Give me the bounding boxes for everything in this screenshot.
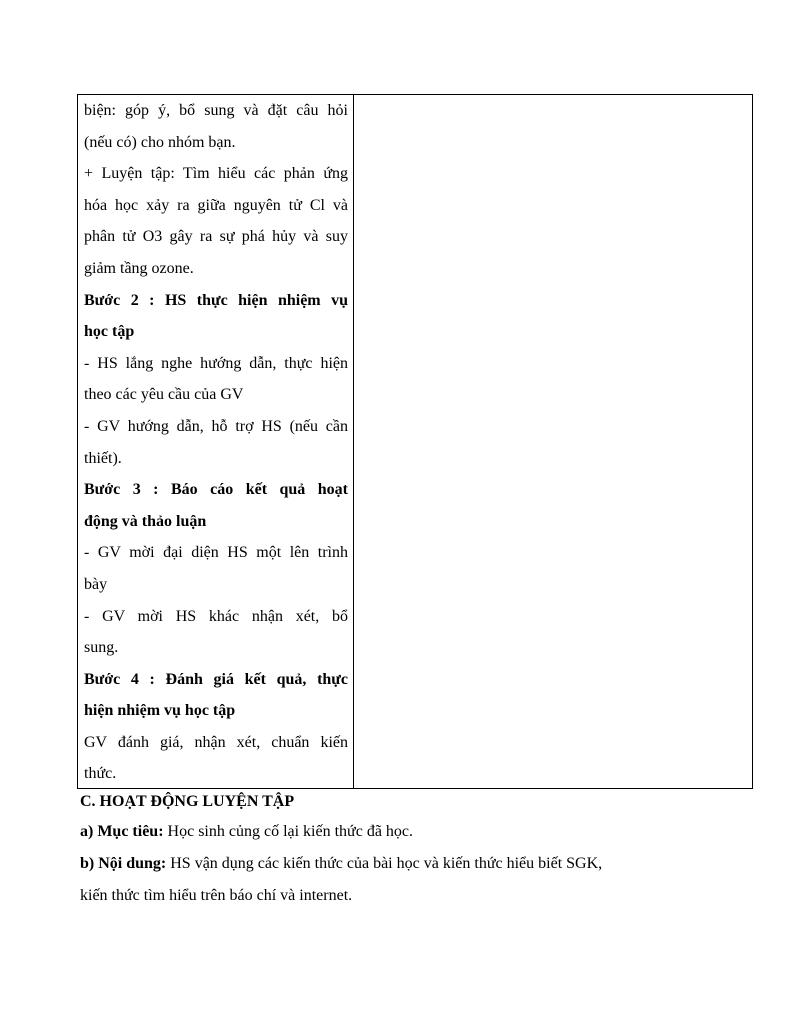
step-text-line: - HS lắng nghe hướng dẫn, thực hiện — [84, 354, 348, 372]
step-text-line: phân tử O3 gây ra sự phá hủy và suy — [84, 228, 348, 246]
step-heading-line: Bước 2 : HS thực hiện nhiệm vụ — [84, 291, 348, 309]
step-text-line: GV đánh giá, nhận xét, chuẩn kiến — [84, 733, 348, 751]
step-text-line: sung. — [84, 639, 119, 657]
step-text-line: - GV mời HS khác nhận xét, bổ — [84, 607, 348, 625]
content-label: b) Nội dung: — [80, 855, 167, 872]
step-heading-line: Bước 4 : Đánh giá kết quả, thực — [84, 670, 348, 688]
goal-label: a) Mục tiêu: — [80, 823, 164, 840]
content-paragraph — [80, 848, 740, 880]
step-text-line: biện: góp ý, bổ sung và đặt câu hỏi — [84, 102, 348, 119]
step-text-line: - GV hướng dẫn, hỗ trợ HS (nếu cần — [84, 417, 348, 435]
step-text-line: thức. — [84, 765, 117, 783]
step-text-line: thiết). — [84, 449, 122, 467]
step-text-line: giảm tầng ozone. — [84, 259, 194, 277]
content-text-line1: HS vận dụng các kiến thức của bài học và kiến thức hiểu biết SGK, — [166, 855, 603, 872]
step-heading-line: Bước 3 : Báo cáo kết quả hoạt — [84, 481, 348, 499]
step-heading-line: động và thảo luận — [84, 512, 207, 530]
practice-section — [80, 788, 740, 912]
empty-content-column — [354, 95, 752, 788]
section-heading: C. HOẠT ĐỘNG LUYỆN TẬP — [80, 793, 295, 810]
activity-steps-column — [78, 95, 354, 788]
step-text-line: bày — [84, 575, 108, 593]
step-heading-line: hiện nhiệm vụ học tập — [84, 702, 236, 720]
step-text-line: - GV mời đại diện HS một lên trình — [84, 544, 348, 562]
goal-paragraph — [80, 816, 740, 848]
step-text-line: + Luyện tập: Tìm hiểu các phản ứng — [84, 165, 348, 183]
lesson-activity-table — [77, 94, 753, 789]
step-text-line: (nếu có) cho nhóm bạn. — [84, 133, 236, 151]
step-heading-line: học tập — [84, 323, 135, 341]
content-paragraph-continued: kiến thức tìm hiểu trên báo chí và internet. — [80, 887, 353, 904]
step-text-line: theo các yêu cầu của GV — [84, 386, 244, 404]
step-text-line: hóa học xảy ra giữa nguyên tử Cl và — [84, 196, 348, 214]
goal-text: Học sinh củng cố lại kiến thức đã học. — [163, 823, 414, 840]
